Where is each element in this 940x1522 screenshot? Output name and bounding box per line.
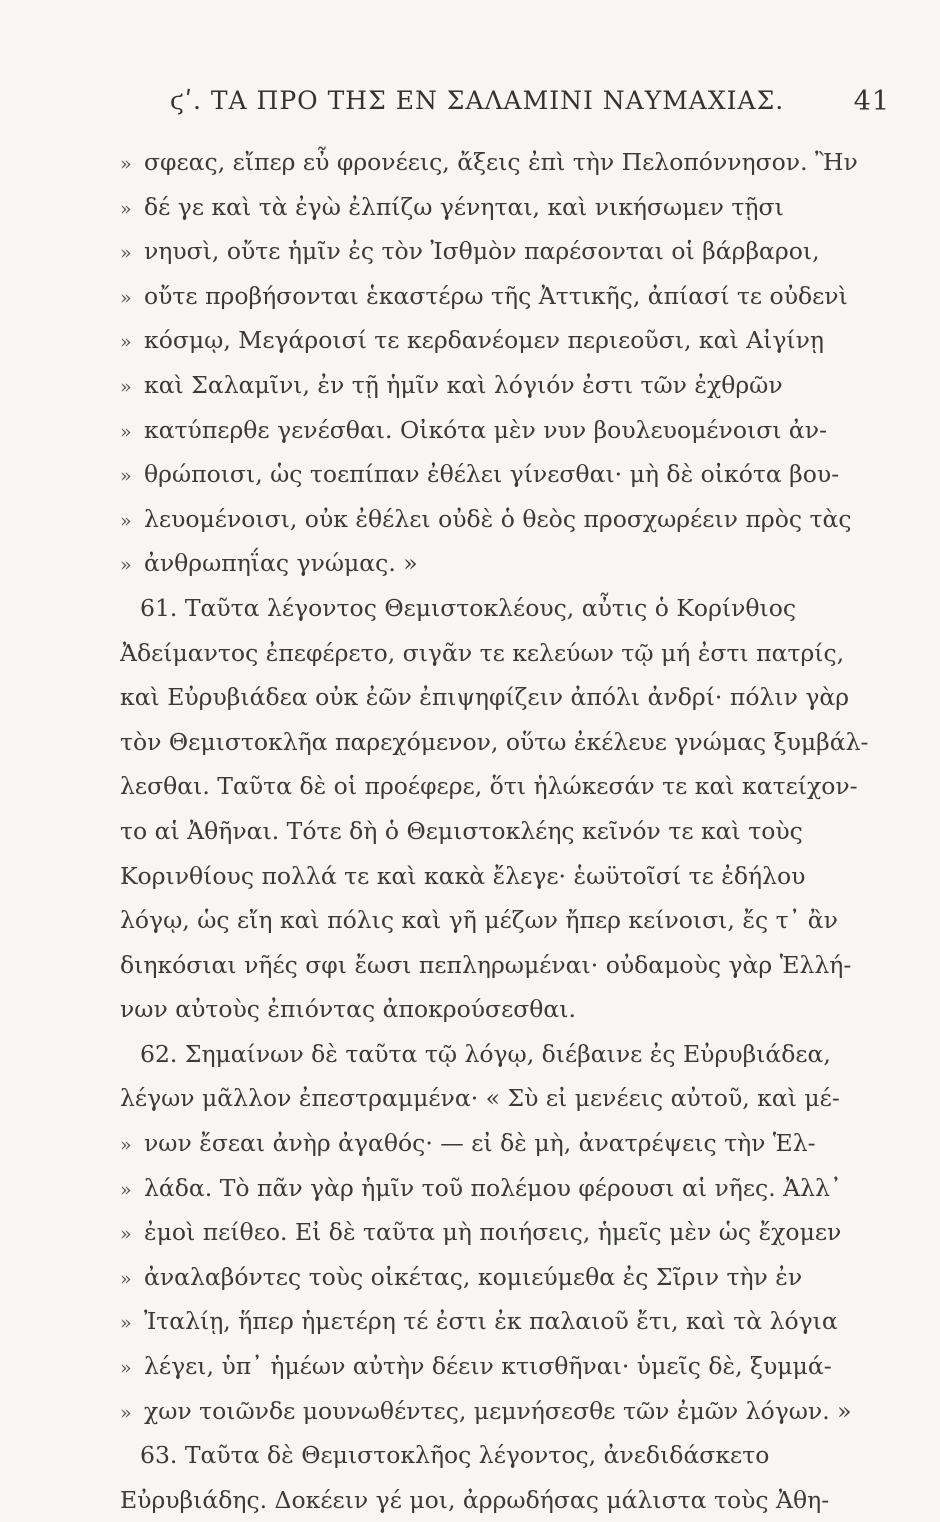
quotation-mark: »	[120, 554, 132, 577]
text-line	[120, 1076, 880, 1121]
quotation-mark: »	[120, 1267, 132, 1290]
line-text: Ἀδείμαντος ἐπεφέρετο, σιγᾶν τε κελεύων τῷ μή ἐστι πατρίς,	[120, 638, 845, 667]
text-line	[120, 1433, 880, 1478]
text-line	[120, 541, 880, 586]
quotation-mark: »	[120, 465, 132, 488]
text-line	[120, 943, 880, 988]
text-line	[120, 1166, 880, 1211]
quotation-mark: »	[120, 509, 132, 532]
line-text: Ἰταλίῃ, ἥπερ ἡμετέρη τέ ἐστι ἐκ παλαιοῦ ἔτι, καὶ τὰ λόγια	[144, 1307, 838, 1336]
line-text: λέγων μᾶλλον ἐπεστραμμένα· « Σὺ εἰ μενέεις αὐτοῦ, καὶ μέ-	[120, 1084, 840, 1113]
line-text: Εὐρυβιάδης. Δοκέειν γέ μοι, ἀρρωδήσας μάλιστα τοὺς Ἀθη-	[120, 1485, 830, 1514]
quotation-mark: »	[120, 242, 132, 265]
line-text: 62. Σημαίνων δὲ ταῦτα τῷ λόγῳ, διέβαινε ἐς Εὐρυβιάδεα,	[140, 1039, 831, 1068]
text-line	[120, 987, 880, 1032]
quotation-mark: »	[120, 1357, 132, 1380]
line-text: κατύπερθε γενέσθαι. Οἰκότα μὲν νυν βουλευομένοισι ἀν-	[144, 415, 828, 444]
body-text	[120, 140, 880, 1522]
text-line	[120, 363, 880, 408]
text-line	[120, 898, 880, 943]
quotation-mark: »	[120, 1401, 132, 1424]
line-text: οὔτε προβήσονται ἑκαστέρω τῆς Ἀττικῆς, ἀπίασί τε οὐδενὶ	[144, 281, 848, 310]
text-line	[120, 452, 880, 497]
running-head	[170, 86, 890, 126]
text-line	[120, 809, 880, 854]
line-text: καὶ Εὐρυβιάδεα οὐκ ἐῶν ἐπιψηφίζειν ἀπόλι ἀνδρί· πόλιν γὰρ	[120, 683, 850, 712]
line-text: Κορινθίους πολλά τε καὶ κακὰ ἔλεγε· ἑωϋτοῖσί τε ἐδήλου	[120, 861, 806, 890]
line-text: δέ γε καὶ τὰ ἐγὼ ἐλπίζω γένηται, καὶ νικήσωμεν τῇσι	[144, 192, 784, 221]
quotation-mark: »	[120, 331, 132, 354]
text-line	[120, 631, 880, 676]
text-line	[120, 408, 880, 453]
text-line	[120, 274, 880, 319]
text-line	[120, 1344, 880, 1389]
line-text: κόσμῳ, Μεγάροισί τε κερδανέομεν περιεοῦσι, καὶ Αἰγίνῃ	[144, 326, 824, 355]
quotation-mark: »	[120, 197, 132, 220]
quotation-mark: »	[120, 1312, 132, 1335]
quotation-mark: »	[120, 1223, 132, 1246]
text-line	[120, 185, 880, 230]
text-line	[120, 1299, 880, 1344]
line-text: νων αὐτοὺς ἐπιόντας ἀποκρούσεσθαι.	[120, 995, 576, 1024]
line-text: καὶ Σαλαμῖνι, ἐν τῇ ἡμῖν καὶ λόγιόν ἐστι τῶν ἐχθρῶν	[144, 370, 783, 399]
quotation-mark: »	[120, 286, 132, 309]
line-text: νων ἔσεαι ἀνὴρ ἀγαθός· — εἰ δὲ μὴ, ἀνατρέψεις τὴν Ἑλ-	[144, 1129, 816, 1158]
line-text: λάδα. Τὸ πᾶν γὰρ ἡμῖν τοῦ πολέμου φέρουσι αἱ νῆες. Ἀλλ᾽	[144, 1173, 842, 1202]
text-line	[120, 854, 880, 899]
text-line	[120, 675, 880, 720]
line-text: σφεας, εἴπερ εὖ φρονέεις, ἄξεις ἐπὶ τὴν Πελοπόννησον. Ἢν	[144, 148, 858, 176]
line-text: 63. Ταῦτα δὲ Θεμιστοκλῆος λέγοντος, ἀνεδιδάσκετο	[140, 1441, 770, 1470]
text-line	[120, 318, 880, 363]
line-text: λευομένοισι, οὐκ ἐθέλει οὐδὲ ὁ θεὸς προσχωρέειν πρὸς τὰς	[144, 504, 852, 533]
quotation-mark: »	[120, 1134, 132, 1157]
line-text: τὸν Θεμιστοκλῆα παρεχόμενον, οὕτω ἐκέλευε γνώμας ξυμβάλ-	[120, 727, 869, 756]
quotation-mark: »	[120, 420, 132, 443]
line-text: λέγει, ὑπ᾽ ἡμέων αὐτὴν δέειν κτισθῆναι· ὑμεῖς δὲ, ξυμμά-	[144, 1352, 832, 1381]
text-line	[120, 497, 880, 542]
line-text: ἀνθρωπηΐας γνώμας. »	[144, 549, 418, 578]
text-line	[120, 1210, 880, 1255]
page-number: 41	[853, 86, 890, 117]
line-text: ἐμοὶ πείθεο. Εἰ δὲ ταῦτα μὴ ποιήσεις, ἡμεῖς μὲν ὡς ἔχομεν	[144, 1218, 842, 1247]
line-text: 61. Ταῦτα λέγοντος Θεμιστοκλέους, αὖτις ὁ Κορίνθιος	[140, 593, 797, 622]
chapter-title: ϛʹ. ΤΑ ΠΡΟ ΤΗΣ ΕΝ ΣΑΛΑΜΙΝΙ ΝΑΥΜΑΧΙΑΣ.	[170, 86, 785, 115]
quotation-mark: »	[120, 153, 132, 175]
quotation-mark: »	[120, 375, 132, 398]
line-text: νηυσὶ, οὔτε ἡμῖν ἐς τὸν Ἰσθμὸν παρέσονται οἱ βάρβαροι,	[144, 237, 820, 266]
text-line	[120, 764, 880, 809]
text-line	[120, 1032, 880, 1077]
line-text: λεσθαι. Ταῦτα δὲ οἱ προέφερε, ὅτι ἡλώκεσάν τε καὶ κατείχον-	[120, 772, 858, 801]
line-text: ἀναλαβόντες τοὺς οἰκέτας, κομιεύμεθα ἐς Σῖριν τὴν ἐν	[144, 1262, 803, 1291]
text-line	[120, 140, 880, 185]
line-text: διηκόσιαι νῆές σφι ἔωσι πεπληρωμέναι· οὐδαμοὺς γὰρ Ἑλλή-	[120, 950, 852, 979]
line-text: το αἱ Ἀθῆναι. Τότε δὴ ὁ Θεμιστοκλέης κεῖνόν τε καὶ τοὺς	[120, 816, 803, 845]
line-text: χων τοιῶνδε μουνωθέντες, μεμνήσεσθε τῶν ἐμῶν λόγων. »	[144, 1396, 852, 1425]
text-line	[120, 720, 880, 765]
text-line	[120, 1389, 880, 1434]
line-text: θρώποισι, ὡς τοεπίπαν ἐθέλει γίνεσθαι· μὴ δὲ οἰκότα βου-	[144, 460, 840, 489]
text-line	[120, 586, 880, 631]
text-line	[120, 229, 880, 274]
line-text: λόγῳ, ὡς εἴη καὶ πόλις καὶ γῆ μέζων ἤπερ κείνοισι, ἔς τ᾽ ἂν	[120, 906, 838, 935]
text-line	[120, 1121, 880, 1166]
text-line	[120, 1255, 880, 1300]
quotation-mark: »	[120, 1178, 132, 1201]
